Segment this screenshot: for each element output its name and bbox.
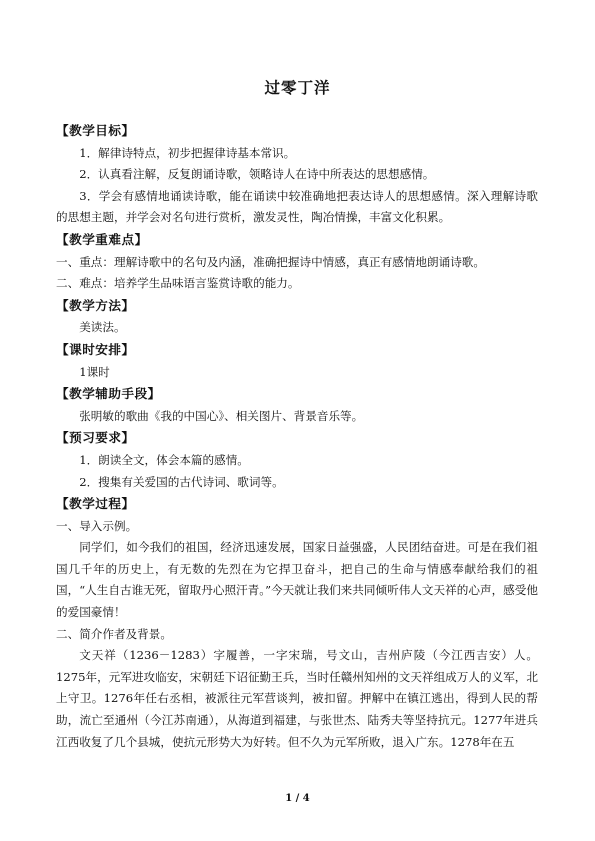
- preview-item-1: 1．朗读全文，体会本篇的感情。: [79, 452, 249, 467]
- section-heading-schedule: 【课时安排】: [56, 341, 135, 357]
- page-title: 过零丁洋: [264, 79, 331, 97]
- goal-item-1: 1．解律诗特点，初步把握律诗基本常识。: [79, 145, 296, 160]
- process-step2-text: 文天祥（1236－1283）字履善，一字宋瑞，号文山，吉州庐陵（今江西吉安）人。1275年，元军进攻临安，宋朝廷下诏征勤王兵，当时任赣州知州的文天祥组成万人的义军，北上守卫。1276年任右丞相，被派往元军营谈判，被扣留。押解中在镇江逃出，得到人民的帮助，流亡至通州（今江苏南通），从海道到福建，与张世杰、陆秀夫等坚持抗元。1277年进兵江西收复了几个县城，使抗元形势大为好转。但不久为元军所败，退入广东。1278年在五: [56, 648, 538, 749]
- preview-item-2: 2．搜集有关爱国的古代诗词、歌词等。: [79, 474, 284, 489]
- goal-item-3: 3．学会有感情地诵读诗歌，能在诵读中较准确地把表达诗人的思想感情。深入理解诗歌的思想主题，并学会对名句进行赏析，激发灵性，陶冶情操，丰富文化积累。: [56, 188, 538, 225]
- section-heading-method: 【教学方法】: [56, 297, 135, 313]
- method-text: 美读法。: [79, 320, 126, 335]
- section-heading-aids: 【教学辅助手段】: [56, 386, 161, 402]
- process-step2-title: 二、简介作者及背景。: [56, 626, 172, 641]
- process-step1-text: 同学们，如今我们的祖国，经济迅速发展，国家日益强盛，人民团结奋进。可是在我们祖国几千年的历史上，有无数的先烈在为它捍卫奋斗，把自己的生命与情感奉献给我们的祖国，“人生自古谁无死，留取丹心照汗青。”今天就让我们来共同倾听伟人文天祥的心声，感受他的爱国豪情！: [56, 540, 538, 620]
- document-body: [56, 120, 538, 753]
- aids-text: 张明敏的歌曲《我的中国心》、相关图片、背景音乐等。: [79, 408, 364, 423]
- keypoint-item-1: 一、重点：理解诗歌中的名句及内涵，准确把握诗中情感，真正有感情地朗诵诗歌。: [56, 254, 485, 269]
- section-heading-process: 【教学过程】: [56, 496, 135, 512]
- section-heading-goals: 【教学目标】: [56, 123, 135, 138]
- section-heading-keypoints: 【教学重难点】: [56, 231, 148, 247]
- keypoint-item-2: 二、难点：培养学生品味语言鉴赏诗歌的能力。: [56, 276, 300, 291]
- schedule-text: 1课时: [79, 364, 110, 379]
- process-step1-title: 一、导入示例。: [56, 518, 138, 533]
- goal-item-2: 2．认真看注解，反复朗诵诗歌，领略诗人在诗中所表达的思想感情。: [79, 167, 435, 182]
- page-number: 1 / 4: [285, 793, 310, 804]
- section-heading-preview: 【预习要求】: [56, 430, 135, 446]
